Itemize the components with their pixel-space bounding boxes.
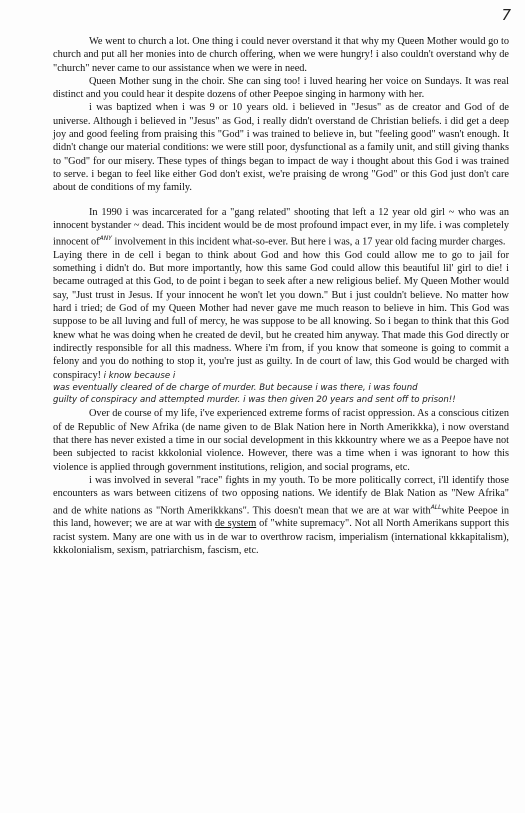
handwritten-note-line-2: was eventually cleared of de charge of murder. But because i was there, i was found [53, 382, 418, 393]
paragraph-church: We went to church a lot. One thing i could never overstand it that why my Queen Mother would go to church and put all her monies into de church offering, when we were hungry! i also couldn't overstand why de "church" never came to our assistance when we were in need. [53, 36, 509, 74]
underlined-de-system: de system [215, 518, 257, 530]
paragraph-race-fights [53, 474, 509, 557]
paragraph-choir: Queen Mother sung in the choir. She can sing too! i luved hearing her voice on Sundays. It was real distinct and you could hear it despite dozens of other Peepoe singing in harmony with her. [53, 75, 509, 101]
paragraph-race-fights-text-c: of "white supremacy". Not all North Amerikans support this racist system. Many are one with us in de war to overthrow racism, imperialism (international kkkapitalism), kkkolonialism, sexism, patriarchism, fascism, etc. [53, 518, 510, 556]
handwritten-insert-all: ALL [430, 503, 442, 511]
handwritten-insert-any: ANY [99, 235, 112, 243]
paragraph-gap [53, 195, 509, 206]
paragraph-race-fights-text-b: white Peepoe in this land, however; we are at war with [53, 504, 509, 530]
paragraph-incarceration-text-a: In 1990 i was incarcerated for a "gang related" shooting that left a 12 year old girl ~ who was an innocent bystander ~ dead. This incident would be de most profound impact ever, in my life. i was completely innocent of [53, 206, 509, 248]
paragraph-cell [53, 249, 509, 408]
paragraph-incarceration-text-b: involvement in this incident what-so-ever. But here i was, a 17 year old facing murder charges. [114, 236, 506, 248]
page-number: 7 [501, 6, 511, 24]
paragraph-oppression: Over de course of my life, i've experienced extreme forms of racist oppression. As a conscious citizen of de Republic of New Afrika (de name given to de Blak Nation here in North Amerikkka), i now overstand that there has never existed a time in our social development in this kkkountry where we as a Peepoe have not been subjected to racist kkkolonial violence. However, there was a time when i was ignorant to how this violence is applied through government institutions, religion, and social programs, etc. [53, 408, 509, 473]
paragraph-incarceration [53, 206, 509, 249]
body-text [53, 35, 509, 557]
paragraph-cell-text: Laying there in de cell i began to think about God and how this God could allow me to go to jail for something i didn't do. But more importantly, how this same God could allow this beautiful lil' girl to die! i became outraged at this God, to de point i began to seek after a new religious belief. My Queen Mother would say, "Just trust in Jesus. If your innocent he won't let you down." But i just couldn't believe. No matter how hard i tried; de God of my Queen Mother had never gave me much reason to believe in him. This God was suppose to be all luving and full of mercy, he was suppose to be all knowing. So i began to think that this God knew what he was doing when he created de devil, but he created him anyway. That made this God directly or indirectly responsible for all this madness. Where i'm from, if you know that someone is going to commit a felony and you do nothing to stop it, you're just as guilty. In de court of law, this God would be charged with conspiracy! [53, 249, 509, 381]
paragraph-race-fights-text-a: i was involved in several "race" fights in my youth. To be more politically correct, i'll identify those encounters as wars between citizens of two opposing nations. We identify de Blak Nation as "New Afrika" and de white nations as "North Amerikkkans". This doesn't mean that we are at war with [53, 474, 509, 516]
paragraph-baptism: i was baptized when i was 9 or 10 years old. i believed in "Jesus" as de creator and God of de universe. Although i believed in "Jesus" as God, i really didn't overstand de Christian beliefs. i did get a deep joy and good feeling from praising this "God" i was trained to believe in, but "feeling good" wasn't enough. It didn't change our material conditions: we were still poor, dysfunctional as a family unit, and still giving thanks to "God" for our misery. These types of things began to impact de way i thought about this God i was trained to serve. i began to feel like either God don't exist, we're praising de wrong "God" or this God just don't care about de conditions of my family. [53, 102, 509, 194]
handwritten-note-line-3: guilty of conspiracy and attempted murder. i was then given 20 years and sent off to prison!! [53, 395, 456, 406]
handwritten-note-line-1: i know because i [103, 370, 176, 381]
